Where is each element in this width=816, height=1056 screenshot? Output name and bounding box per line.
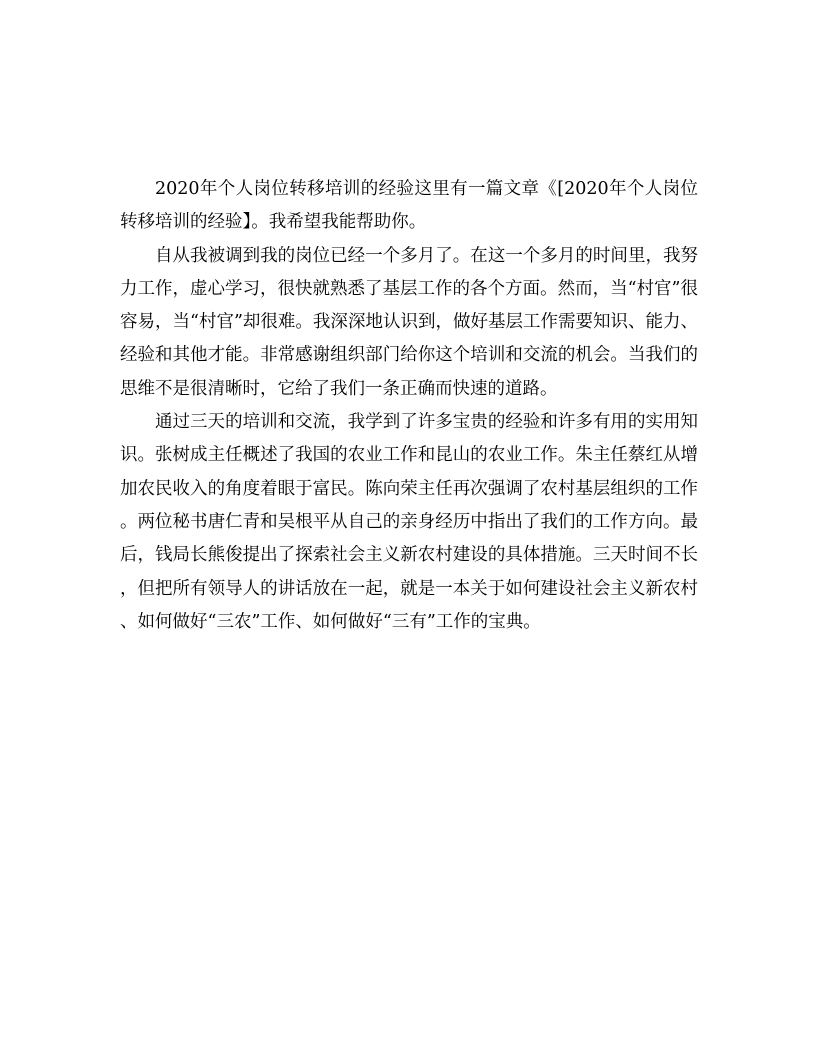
document-body xyxy=(120,173,698,639)
paragraph-training: 通过三天的培训和交流，我学到了许多宝贵的经验和许多有用的实用知识。张树成主任概述了我国的农业工作和昆山的农业工作。朱主任蔡红从增加农民收入的角度着眼于富民。陈向荣主任再次强调了农村基层组织的工作。两位秘书唐仁青和吴根平从自己的亲身经历中指出了我们的工作方向。最后，钱局长熊俊提出了探索社会主义新农村建设的具体措施。三天时间不长，但把所有领导人的讲话放在一起，就是一本关于如何建设社会主义新农村、如何做好“三农”工作、如何做好“三有”工作的宝典。 xyxy=(120,412,698,632)
paragraph-experience: 自从我被调到我的岗位已经一个多月了。在这一个多月的时间里，我努力工作，虚心学习，很快就熟悉了基层工作的各个方面。然而，当“村官”很容易，当“村官”却很难。我深深地认识到，做好基层工作需要知识、能力、经验和其他才能。非常感谢组织部门给你这个培训和交流的机会。当我们的思维不是很清晰时，它给了我们一条正确而快速的道路。 xyxy=(120,245,698,399)
paragraph-intro: 2020年个人岗位转移培训的经验这里有一篇文章《[2020年个人岗位转移培训的经验】。我希望我能帮助你。 xyxy=(120,179,698,233)
